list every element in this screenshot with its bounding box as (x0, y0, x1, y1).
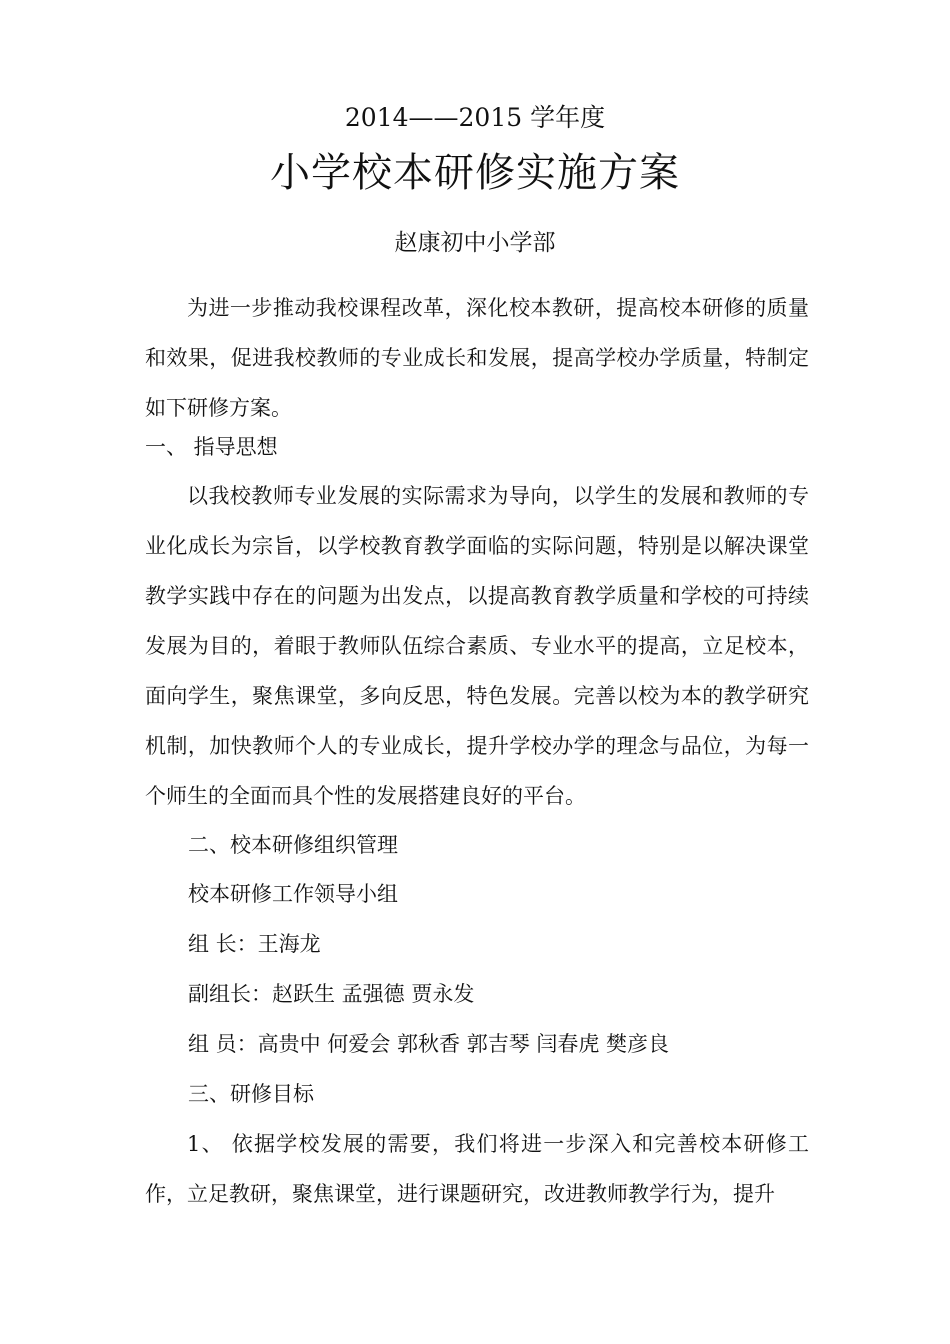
section-2-heading: 二、校本研修组织管理 (188, 833, 398, 857)
group-members-line: 组 员：高贵中 何爱会 郭秋香 郭吉琴 闫春虎 樊彦良 (188, 1032, 670, 1056)
leadership-group-title: 校本研修工作领导小组 (188, 882, 398, 906)
school-name: 赵康初中小学部 (394, 230, 556, 256)
section-1-paragraph: 以我校教师专业发展的实际需求为导向，以学生的发展和教师的专业化成长为宗旨，以学校教育教学面临的实际问题，特别是以解决课堂教学实践中存在的问题为出发点，以提高教育教学质量和学校的可持续发展为目的，着眼于教师队伍综合素质、专业水平的提高，立足校本，面向学生，聚焦课堂，多向反思，特色发展。完善以校为本的教学研究机制，加快教师个人的专业成长，提升学校办学的理念与品位，为每一个师生的全面而具个性的发展搭建良好的平台。 (145, 484, 809, 808)
deputy-leader-line: 副组长：赵跃生 孟强德 贾永发 (188, 982, 475, 1006)
section-3-heading: 三、研修目标 (188, 1082, 314, 1106)
section-3-item-1: 1、 依据学校发展的需要，我们将进一步深入和完善校本研修工作，立足教研，聚焦课堂，进行课题研究，改进教师教学行为，提升 (145, 1132, 809, 1206)
intro-paragraph: 为进一步推动我校课程改革，深化校本教研，提高校本研修的质量和效果，促进我校教师的专业成长和发展，提高学校办学质量，特制定如下研修方案。 (145, 296, 809, 420)
document-title: 小学校本研修实施方案 (270, 150, 680, 196)
school-year-line: 2014——2015 学年度 (344, 103, 606, 132)
group-leader-line: 组 长：王海龙 (188, 932, 321, 956)
section-1-heading: 一、 指导思想 (145, 435, 278, 459)
